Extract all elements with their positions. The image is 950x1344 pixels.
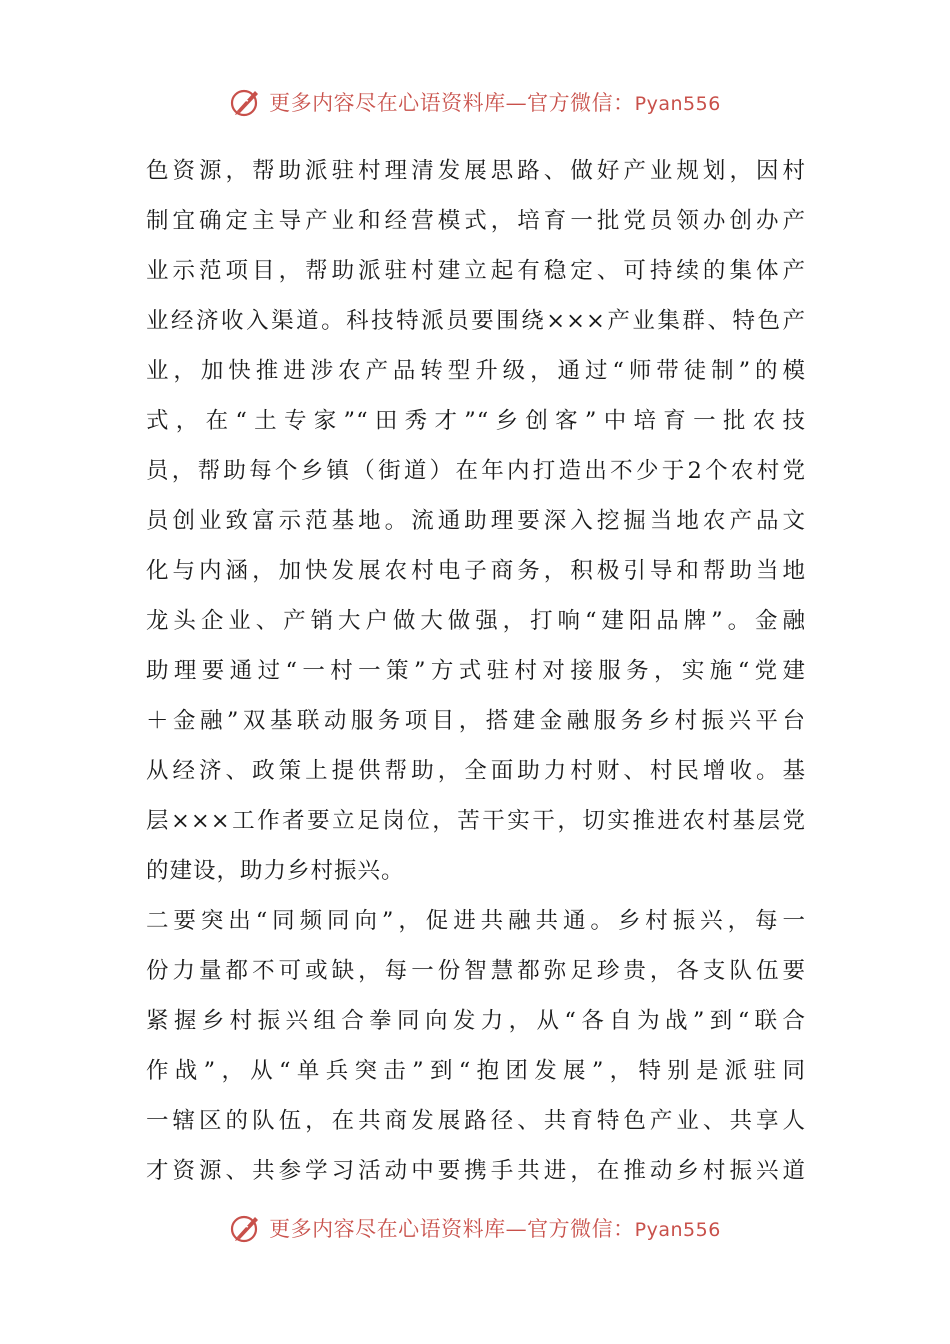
footer-banner <box>0 1208 950 1248</box>
body-line: 二要突出“同频同向”，促进共融共通。乡村振兴，每一 <box>146 908 806 934</box>
body-line: 业示范项目，帮助派驻村建立起有稳定、可持续的集体产 <box>146 258 806 284</box>
body-line: 式，在“土专家”“田秀才”“乡创客”中培育一批农技 <box>146 408 806 434</box>
body-line: 助理要通过“一村一策”方式驻村对接服务，实施“党建 <box>146 658 806 684</box>
body-line: 一辖区的队伍，在共商发展路径、共育特色产业、共享人 <box>146 1108 806 1134</box>
footer-banner-text <box>269 1213 721 1243</box>
body-line: 员创业致富示范基地。流通助理要深入挖掘当地农产品文 <box>146 508 806 534</box>
header-banner-text <box>269 87 721 117</box>
pen-circle-logo-icon <box>229 85 263 119</box>
header-brand-text: 更多内容尽在心语资料库 <box>269 91 506 115</box>
body-line: 层×××工作者要立足岗位，苦干实干，切实推进农村基层党 <box>146 808 806 834</box>
footer-wechat-label: 官方微信： <box>527 1217 635 1241</box>
footer-dash: — <box>505 1217 528 1241</box>
body-line: 业经济收入渠道。科技特派员要围绕×××产业集群、特色产 <box>146 308 806 334</box>
body-line: 色资源，帮助派驻村理清发展思路、做好产业规划，因村 <box>146 158 806 184</box>
header-dash: — <box>505 91 528 115</box>
body-line: 化与内涵，加快发展农村电子商务，积极引导和帮助当地 <box>146 558 806 584</box>
pen-circle-logo-icon <box>229 1211 263 1245</box>
body-line: ＋金融”双基联动服务项目，搭建金融服务乡村振兴平台 <box>146 708 806 734</box>
body-line: 作战”，从“单兵突击”到“抱团发展”，特别是派驻同 <box>146 1058 806 1084</box>
header-wechat-label: 官方微信： <box>527 91 635 115</box>
footer-brand-text: 更多内容尽在心语资料库 <box>269 1217 506 1241</box>
header-banner <box>0 82 950 122</box>
document-body <box>146 146 806 1196</box>
footer-wechat-id: Pyan556 <box>634 1219 721 1241</box>
body-line: 龙头企业、产销大户做大做强，打响“建阳品牌”。金融 <box>146 608 806 634</box>
body-line: 才资源、共参学习活动中要携手共进，在推动乡村振兴道 <box>146 1158 806 1184</box>
body-line: 业，加快推进涉农产品转型升级，通过“师带徒制”的模 <box>146 358 806 384</box>
body-line: 的建设，助力乡村振兴。 <box>146 858 405 884</box>
body-line: 紧握乡村振兴组合拳同向发力，从“各自为战”到“联合 <box>146 1008 806 1034</box>
body-line: 份力量都不可或缺，每一份智慧都弥足珍贵，各支队伍要 <box>146 958 806 984</box>
body-line: 制宜确定主导产业和经营模式，培育一批党员领办创办产 <box>146 208 806 234</box>
header-wechat-id: Pyan556 <box>634 93 721 115</box>
body-line: 从经济、政策上提供帮助，全面助力村财、村民增收。基 <box>146 758 806 784</box>
body-line: 员，帮助每个乡镇（街道）在年内打造出不少于2个农村党 <box>146 458 806 484</box>
